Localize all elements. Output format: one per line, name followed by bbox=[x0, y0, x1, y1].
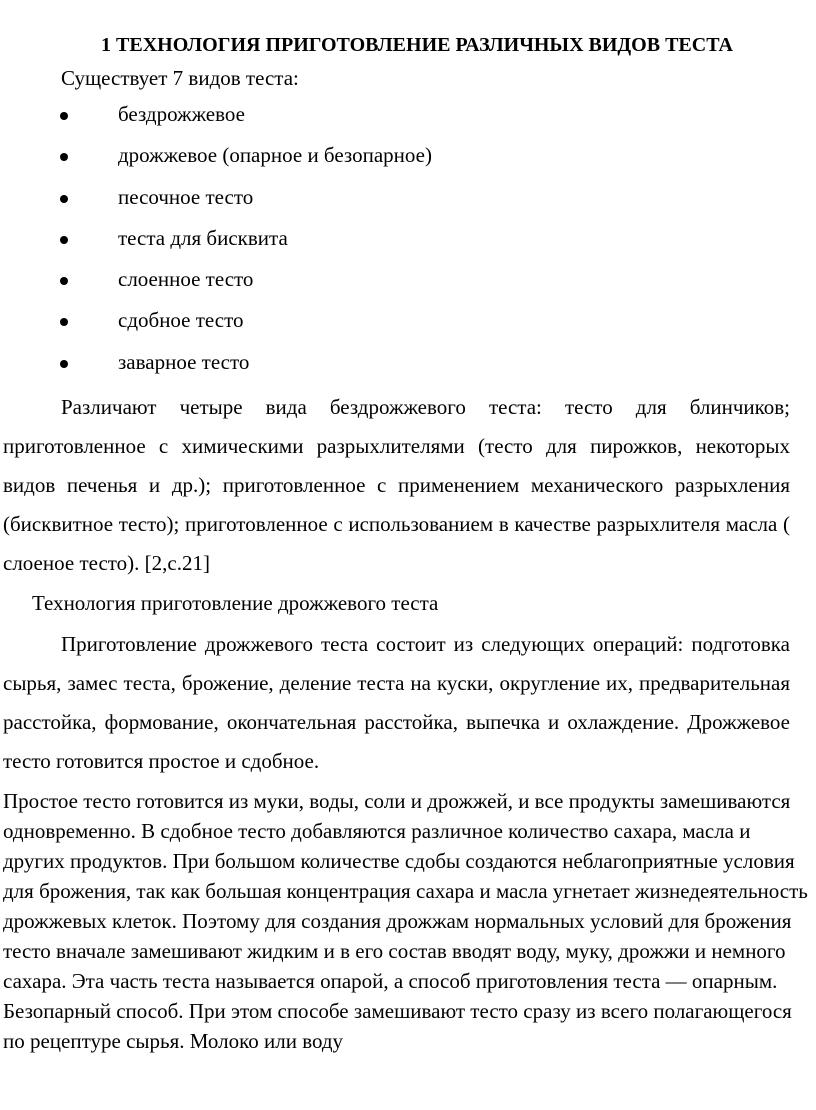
list-item-text: заварное тесто bbox=[118, 349, 250, 374]
bullet-icon bbox=[60, 360, 68, 368]
list-item bbox=[0, 100, 816, 141]
paragraph-yeast-dough-operations: Приготовление дрожжевого теста состоит из следующих операций: подготовка сырья, замес теста, брожение, деление теста на куски, округление их, предварительная расстойка, формование, окончательная расстойка, выпечка и охлаждение. Дрожжевое тесто готовится простое и сдобное. bbox=[3, 632, 790, 773]
bullet-icon bbox=[60, 153, 68, 161]
list-item bbox=[0, 183, 816, 224]
intro-text: Существует 7 видов теста: bbox=[61, 66, 299, 90]
paragraph-yeast-free-types: Различают четыре вида бездрожжевого теста: тесто для блинчиков; приготовленное с химическими разрыхлителями (тесто для пирожков, некоторых видов печенья и др.); приготовленное с применением механического разрыхления (бисквитное тесто); приготовленное с использованием в качестве разрыхлителя масла ( слоеное тесто). [2,с.21] bbox=[3, 395, 790, 575]
bullet-icon bbox=[60, 236, 68, 244]
list-item-text: дрожжевое (опарное и безопарное) bbox=[118, 143, 432, 168]
bullet-icon bbox=[60, 318, 68, 326]
list-item bbox=[0, 265, 816, 306]
paragraph-simple-and-rich-dough: Простое тесто готовится из муки, воды, соли и дрожжей, и все продукты замешиваются одновременно. В сдобное тесто добавляются различное количество сахара, масла и других продуктов. При большом количестве сдобы создаются неблагоприятные условия для брожения, так как большая концентрация сахара и масла угнетает жизнедеятельность дрожжевых клеток. Поэтому для создания дрожжам нормальных условий для брожения тесто вначале замешивают жидким и в его состав вводят воду, муку, дрожжи и немного сахара. Эта часть теста называется опарой, а способ приготовления теста — опарным. Безопарный способ. При этом способе замешивают тесто сразу из всего полагающегося по рецептуре сырья. Молоко или воду bbox=[3, 789, 808, 1053]
list-item-text: сдобное тесто bbox=[118, 308, 244, 333]
list-item-text: песочное тесто bbox=[118, 184, 254, 209]
list-item-text: бездрожжевое bbox=[118, 102, 245, 126]
bullet-icon bbox=[60, 112, 68, 120]
bullet-icon bbox=[60, 277, 68, 285]
list-item-text: теста для бисквита bbox=[118, 225, 288, 250]
list-item bbox=[0, 141, 816, 182]
bullet-icon bbox=[60, 195, 68, 203]
list-item bbox=[0, 224, 816, 265]
dough-types-list bbox=[0, 100, 816, 389]
list-item bbox=[0, 306, 816, 347]
list-item-text: слоенное тесто bbox=[118, 267, 254, 292]
section-subheading: Технология приготовление дрожжевого теста bbox=[32, 591, 439, 615]
list-item bbox=[0, 348, 816, 389]
document-title: 1 ТЕХНОЛОГИЯ ПРИГОТОВЛЕНИЕ РАЗЛИЧНЫХ ВИДОВ ТЕСТА bbox=[101, 34, 733, 56]
